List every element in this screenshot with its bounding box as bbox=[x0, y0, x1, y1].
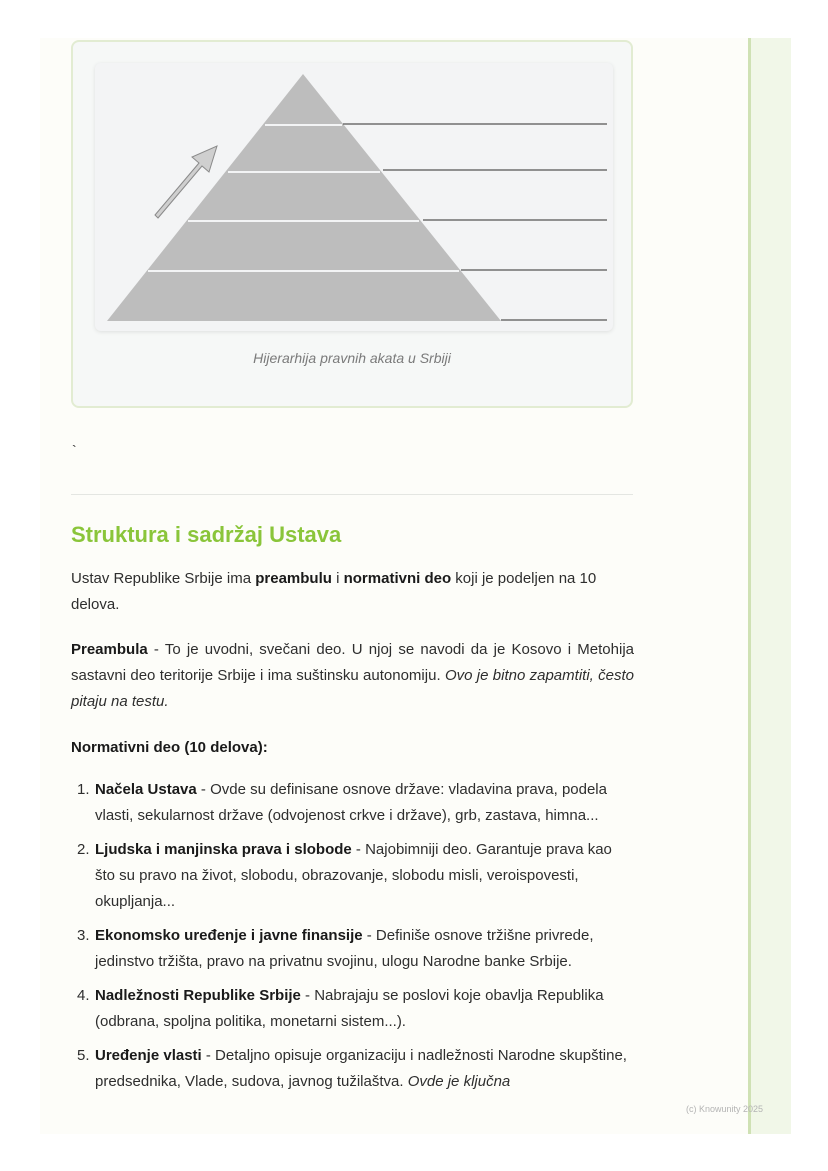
preamble-paragraph: Preambula - To je uvodni, svečani deo. U njoj se navodi da je Kosovo i Metohija sastavni deo teritorije Srbije i ima suštinsku autonomiju. Ovo je bitno zapamtiti, često pitaju na testu. bbox=[71, 641, 634, 710]
pyramid-diagram bbox=[95, 63, 613, 331]
pyramid bbox=[107, 74, 501, 321]
normative-parts-list bbox=[71, 777, 634, 1103]
preamble-label: Preambula bbox=[71, 641, 148, 658]
figure-card bbox=[71, 40, 633, 408]
section-title: Struktura i sadržaj Ustava bbox=[71, 522, 342, 547]
watermark: (c) Knowunity 2025 bbox=[686, 1104, 764, 1114]
list-item: 3. Ekonomsko uređenje i javne finansije - Definiše osnove tržišne privrede, jedinstvo tržišta, pravo na privatnu svojinu, ulogu Narodne banke Srbije. bbox=[77, 927, 594, 970]
intro-paragraph: Ustav Republike Srbije ima preambulu i normativni deo koji je podeljen na 10 delova. bbox=[71, 570, 597, 613]
list-item: 4. Nadležnosti Republike Srbije - Nabrajaju se poslovi koje obavlja Republika (odbrana, spoljna politika, monetarni sistem...). bbox=[77, 987, 604, 1030]
stray-mark: ` bbox=[72, 442, 77, 458]
list-item: 2. Ljudska i manjinska prava i slobode - Najobimniji deo. Garantuje prava kao što su pravo na život, slobodu, obrazovanje, slobodu misli, veroispovesti, okupljanja... bbox=[77, 841, 612, 910]
figure-caption: Hijerarhija pravnih akata u Srbiji bbox=[253, 350, 451, 366]
normative-heading: Normativni deo (10 delova): bbox=[71, 739, 268, 756]
divider bbox=[71, 494, 633, 495]
preamble-emphasis: Ovo je bitno zapamtiti, često pitaju na testu. bbox=[71, 667, 634, 710]
list-item: 5. Uređenje vlasti - Detaljno opisuje organizaciju i nadležnosti Narodne skupštine, predsednika, Vlade, sudova, javnog tužilaštva. Ovde je ključna bbox=[77, 1047, 627, 1090]
pyramid-figure bbox=[95, 63, 613, 331]
side-panel bbox=[748, 38, 791, 1134]
list-item: 1. Načela Ustava - Ovde su definisane osnove države: vladavina prava, podela vlasti, sekularnost države (odvojenost crkve i države), grb, zastava, himna... bbox=[77, 781, 607, 824]
